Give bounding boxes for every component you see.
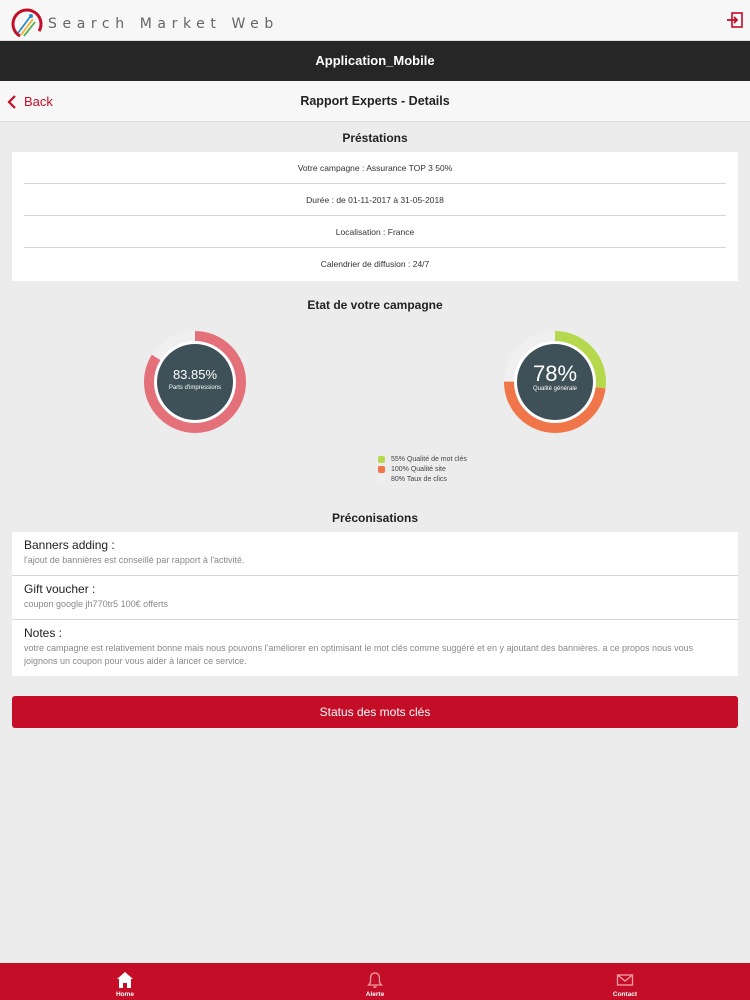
- keyword-status-button[interactable]: Status des mots clés: [12, 696, 738, 728]
- app-title: Application_Mobile: [315, 53, 435, 68]
- tab-home[interactable]: [0, 963, 250, 1000]
- prestation-duration: Durée : de 01-11-2017 à 31-05-2018: [24, 184, 726, 216]
- prestation-schedule: Calendrier de diffusion : 24/7: [320, 259, 430, 269]
- legend-swatch-site: [378, 466, 385, 473]
- quality-donut: [500, 327, 610, 437]
- recommendation-text: l'ajout de bannières est conseillé par rapport à l'activité.: [24, 555, 245, 565]
- bell-icon: [366, 971, 384, 989]
- etat-title: Etat de votre campagne: [307, 298, 443, 312]
- tab-alerte-label: Alerte: [365, 991, 385, 998]
- tab-home-label: Home: [115, 991, 135, 998]
- prestations-title: Préstations: [342, 131, 408, 145]
- legend-item-site: [378, 464, 467, 474]
- recommendation-title: Notes :: [24, 626, 63, 640]
- quality-value: 78%: [532, 361, 578, 386]
- impressions-value: 83.85%: [172, 367, 218, 382]
- legend-label-keywords: 55% Qualité de mot clés: [391, 455, 467, 463]
- legend-label-site: 100% Qualité site: [391, 465, 446, 473]
- preconisations-title: Préconisations: [331, 511, 419, 525]
- envelope-icon: [616, 971, 634, 989]
- brand-name: Search Market Web: [48, 16, 279, 32]
- brand-logo-icon: [10, 7, 44, 41]
- recommendation-notes: [12, 620, 738, 676]
- back-label: Back: [24, 94, 53, 109]
- recommendation-text: coupon google jh770tr5 100€ offerts: [24, 599, 168, 609]
- chart-legend: [378, 454, 467, 484]
- impressions-donut: [140, 327, 250, 437]
- quality-label: Qualité générale: [532, 386, 578, 392]
- tab-alerte[interactable]: [250, 963, 500, 1000]
- legend-swatch-keywords: [378, 456, 385, 463]
- legend-item-keywords: [378, 454, 467, 464]
- recommendation-text: votre campagne est relativement bonne mais nous pouvons l'améliorer en optimisant le mot clés comme suggéré et en y ajoutant des bannières. a ce propos nous vous joignons un coupon pour vous aider à lancer ce service.: [24, 643, 694, 666]
- logout-icon[interactable]: [726, 11, 744, 29]
- impressions-label: Parts d'impressions: [168, 385, 222, 391]
- top-brand-bar: [0, 0, 750, 41]
- prestation-campaign: Votre campagne : Assurance TOP 3 50%: [24, 152, 726, 184]
- prestations-card: [12, 152, 738, 281]
- tab-contact[interactable]: [500, 963, 750, 1000]
- bottom-tab-bar: [0, 963, 750, 1000]
- back-button[interactable]: [6, 81, 53, 122]
- legend-label-clicks: 80% Taux de clics: [391, 475, 447, 483]
- legend-item-clicks: [378, 474, 467, 484]
- recommendation-title: Gift voucher :: [24, 582, 96, 596]
- recommendation-gift-voucher: [12, 576, 738, 620]
- page-title: Rapport Experts - Details: [300, 94, 450, 108]
- recommendation-banners: [12, 532, 738, 576]
- legend-swatch-clicks: [378, 476, 385, 483]
- prestation-location: Localisation : France: [24, 216, 726, 248]
- recommendation-title: Banners adding :: [24, 538, 115, 552]
- navigation-bar: [0, 81, 750, 122]
- home-icon: [116, 971, 134, 989]
- chevron-left-icon: [6, 94, 18, 110]
- tab-contact-label: Contact: [612, 991, 638, 998]
- app-title-bar: [0, 41, 750, 81]
- preconisations-card: [12, 532, 738, 676]
